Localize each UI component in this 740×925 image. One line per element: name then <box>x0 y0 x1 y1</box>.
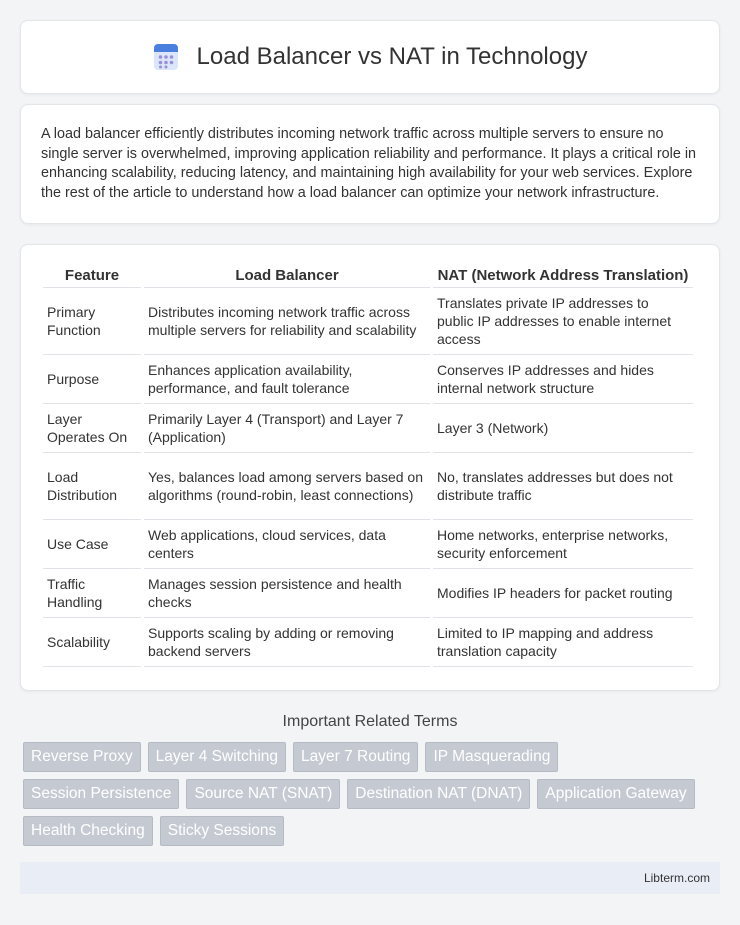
load-balancer-cell: Web applications, cloud services, data centers <box>144 520 430 569</box>
load-balancer-cell: Enhances application availability, performance, and fault tolerance <box>144 355 430 404</box>
footer-site-link[interactable]: Libterm.com <box>643 871 710 885</box>
table-row <box>43 288 693 355</box>
table-row <box>43 404 693 453</box>
feature-cell: Traffic Handling <box>43 569 141 618</box>
intro-card <box>20 104 720 224</box>
nat-cell: Limited to IP mapping and address translation capacity <box>433 618 693 667</box>
load-balancer-cell: Primarily Layer 4 (Transport) and Layer 7 (Application) <box>144 404 430 453</box>
feature-cell: Scalability <box>43 618 141 667</box>
load-balancer-cell: Distributes incoming network traffic across multiple servers for reliability and scalability <box>144 288 430 355</box>
tag-sticky-sessions[interactable]: Sticky Sessions <box>160 816 285 846</box>
table-row <box>43 355 693 404</box>
tag-reverse-proxy[interactable]: Reverse Proxy <box>23 742 141 772</box>
tag-destination-nat[interactable]: Destination NAT (DNAT) <box>347 779 530 809</box>
table-header-row <box>43 265 693 288</box>
nat-cell: Layer 3 (Network) <box>433 404 693 453</box>
tag-source-nat[interactable]: Source NAT (SNAT) <box>186 779 340 809</box>
load-balancer-cell: Yes, balances load among servers based on algorithms (round-robin, least connections) <box>144 453 430 520</box>
column-header-feature: Feature <box>43 265 141 288</box>
feature-cell: Use Case <box>43 520 141 569</box>
column-header-load-balancer: Load Balancer <box>144 265 430 288</box>
related-terms-section <box>20 713 720 846</box>
column-header-nat: NAT (Network Address Translation) <box>433 265 693 288</box>
related-terms-tags <box>20 742 720 846</box>
table-row <box>43 520 693 569</box>
nat-cell: Modifies IP headers for packet routing <box>433 569 693 618</box>
table-row <box>43 453 693 520</box>
feature-cell: Load Distribution <box>43 453 141 520</box>
tag-health-checking[interactable]: Health Checking <box>23 816 153 846</box>
load-balancer-cell: Manages session persistence and health checks <box>144 569 430 618</box>
related-terms-title: Important Related Terms <box>282 713 458 730</box>
nat-cell: Home networks, enterprise networks, security enforcement <box>433 520 693 569</box>
tag-session-persistence[interactable]: Session Persistence <box>23 779 179 809</box>
comparison-table <box>40 265 696 667</box>
nat-cell: Conserves IP addresses and hides internal network structure <box>433 355 693 404</box>
comparison-card <box>20 244 720 691</box>
table-row <box>43 569 693 618</box>
tag-application-gateway[interactable]: Application Gateway <box>537 779 694 809</box>
page-title: Load Balancer vs NAT in Technology <box>196 43 588 70</box>
footer <box>20 862 720 894</box>
load-balancer-cell: Supports scaling by adding or removing backend servers <box>144 618 430 667</box>
feature-cell: Purpose <box>43 355 141 404</box>
table-row <box>43 618 693 667</box>
header-card <box>20 20 720 94</box>
nat-cell: Translates private IP addresses to public IP addresses to enable internet access <box>433 288 693 355</box>
feature-cell: Primary Function <box>43 288 141 355</box>
feature-cell: Layer Operates On <box>43 404 141 453</box>
tag-layer-4-switching[interactable]: Layer 4 Switching <box>148 742 286 772</box>
tag-layer-7-routing[interactable]: Layer 7 Routing <box>293 742 418 772</box>
nat-cell: No, translates addresses but does not distribute traffic <box>433 453 693 520</box>
calculator-icon <box>153 43 179 71</box>
tag-ip-masquerading[interactable]: IP Masquerading <box>425 742 558 772</box>
intro-text: A load balancer efficiently distributes incoming network traffic across multiple servers to ensure no single server is overwhelmed, improving application reliability and performance. It plays a critical role in enhancing scalability, reducing latency, and maintaining high availability for your web services. Explore the rest of the article to understand how a load balancer can optimize your network infrastructure. <box>41 126 697 201</box>
